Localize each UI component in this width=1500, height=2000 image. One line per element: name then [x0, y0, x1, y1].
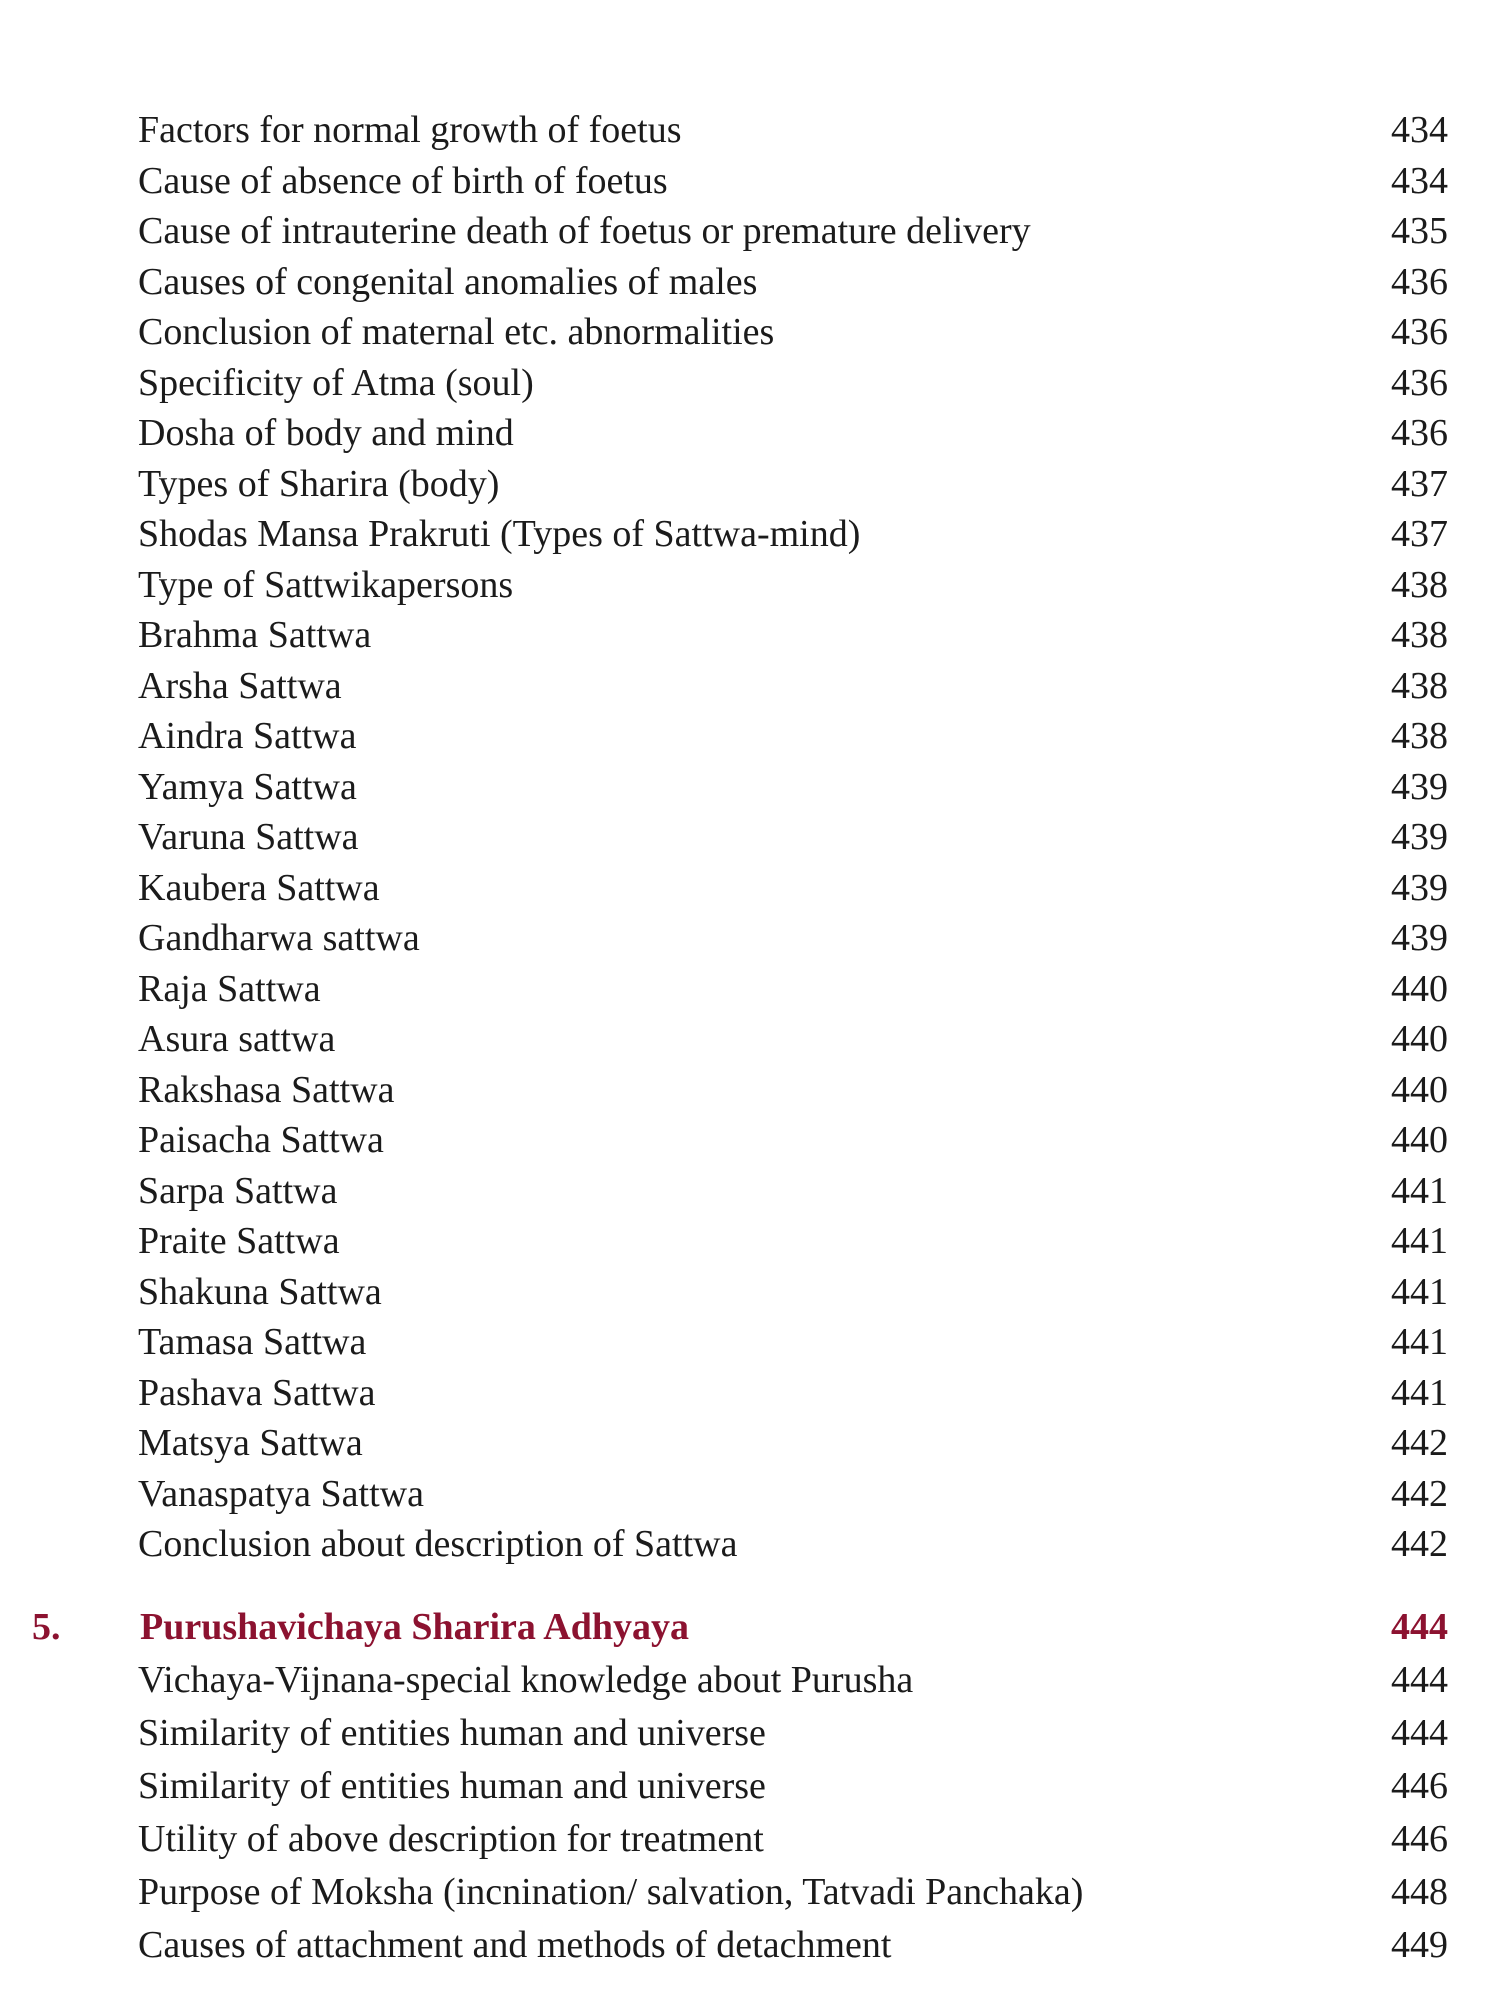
toc-entry-title: Types of Sharira (body) — [138, 462, 500, 505]
toc-entry-title: Shodas Mansa Prakruti (Types of Sattwa-mind) — [138, 513, 861, 555]
toc-entry-title: Type of Sattwikapersons — [138, 563, 514, 606]
toc-entry-title: Specificity of Atma (soul) — [138, 361, 534, 404]
chapter-number: 5. — [32, 1606, 61, 1648]
toc-entry-page: 442 — [1391, 1472, 1448, 1515]
toc-entry — [0, 1920, 1500, 1970]
toc-entry-page: 439 — [1391, 816, 1448, 858]
toc-entry-title: Similarity of entities human and universe — [138, 1712, 766, 1754]
toc-entry-title: Causes of congenital anomalies of males — [138, 260, 758, 303]
toc-entry-title: Pashava Sattwa — [138, 1371, 376, 1414]
toc-entry-title: Conclusion of maternal etc. abnormalities — [138, 311, 775, 353]
toc-entry-title: Varuna Sattwa — [138, 816, 359, 858]
toc-entry-title: Aindra Sattwa — [138, 715, 357, 757]
toc-entry-title: Factors for normal growth of foetus — [138, 109, 682, 151]
toc-entry-page: 438 — [1391, 664, 1448, 707]
toc-entry-page: 437 — [1391, 462, 1448, 505]
toc-entry — [0, 1014, 1500, 1064]
toc-entry-page: 440 — [1391, 1119, 1448, 1161]
toc-entry — [0, 358, 1500, 408]
toc-entry-page: 444 — [1391, 1659, 1448, 1701]
toc-entry — [0, 560, 1500, 610]
toc-entry-page: 440 — [1391, 1068, 1448, 1111]
toc-entry-title: Causes of attachment and methods of detachment — [138, 1924, 892, 1966]
toc-entry — [0, 1655, 1500, 1705]
toc-entry-page: 435 — [1391, 210, 1448, 252]
toc-entry-page: 440 — [1391, 1018, 1448, 1060]
toc-entry-title: Conclusion about description of Sattwa — [138, 1523, 738, 1565]
toc-entry-page: 438 — [1391, 563, 1448, 606]
toc-entry — [0, 459, 1500, 509]
toc-entry-title: Gandharwa sattwa — [138, 917, 420, 959]
toc-entry — [0, 1519, 1500, 1569]
toc-entry-page: 436 — [1391, 412, 1448, 454]
toc-entry — [0, 206, 1500, 256]
toc-entry-page: 446 — [1391, 1765, 1448, 1807]
toc-entry — [0, 913, 1500, 963]
toc-entry — [0, 1814, 1500, 1864]
toc-entry — [0, 1469, 1500, 1519]
toc-entry-title: Yamya Sattwa — [138, 765, 357, 808]
toc-entry-title: Similarity of entities human and universe — [138, 1765, 766, 1807]
toc-entry — [0, 1065, 1500, 1115]
toc-entry-title: Asura sattwa — [138, 1018, 336, 1060]
toc-entry — [0, 1216, 1500, 1266]
toc-entry-page: 441 — [1391, 1270, 1448, 1313]
toc-entry-page: 441 — [1391, 1169, 1448, 1212]
toc-entry — [0, 1115, 1500, 1165]
toc-entry — [0, 1761, 1500, 1811]
toc-entry-page: 437 — [1391, 513, 1448, 555]
toc-entry-page: 442 — [1391, 1422, 1448, 1464]
toc-entry-title: Vanaspatya Sattwa — [138, 1472, 424, 1515]
toc-entry-title: Vichaya-Vijnana-special knowledge about Purusha — [138, 1659, 914, 1701]
toc-entry-title: Rakshasa Sattwa — [138, 1068, 395, 1111]
toc-entry-title: Paisacha Sattwa — [138, 1119, 384, 1161]
toc-entry-page: 434 — [1391, 109, 1448, 151]
toc-entry-page: 434 — [1391, 159, 1448, 202]
toc-entry-title: Brahma Sattwa — [138, 614, 372, 656]
toc-entry-page: 436 — [1391, 260, 1448, 303]
chapter-page: 444 — [1391, 1606, 1448, 1648]
toc-entry — [0, 1267, 1500, 1317]
toc-entry-page: 436 — [1391, 311, 1448, 353]
toc-entry — [0, 863, 1500, 913]
toc-entry — [0, 1368, 1500, 1418]
toc-entry-title: Tamasa Sattwa — [138, 1321, 367, 1363]
toc-entry — [0, 307, 1500, 357]
toc-entry-title: Arsha Sattwa — [138, 664, 342, 707]
toc-entry-page: 449 — [1391, 1924, 1448, 1966]
toc-entry-page: 442 — [1391, 1523, 1448, 1565]
toc-entry — [0, 1166, 1500, 1216]
toc-entry-page: 440 — [1391, 967, 1448, 1010]
toc-entry-title: Purpose of Moksha (incnination/ salvation, Tatvadi Panchaka) — [138, 1871, 1084, 1913]
toc-entry-title: Sarpa Sattwa — [138, 1169, 338, 1212]
toc-entry-page: 438 — [1391, 614, 1448, 656]
toc-entry — [0, 711, 1500, 761]
toc-entry-title: Shakuna Sattwa — [138, 1270, 382, 1313]
toc-entry-page: 446 — [1391, 1818, 1448, 1860]
toc-entry — [0, 257, 1500, 307]
toc-entry-page: 439 — [1391, 866, 1448, 909]
toc-entry — [0, 1867, 1500, 1917]
chapter-heading — [0, 1602, 1500, 1652]
toc-entry-page: 441 — [1391, 1371, 1448, 1414]
chapter-title: Purushavichaya Sharira Adhyaya — [140, 1606, 689, 1648]
toc-entry-page: 441 — [1391, 1220, 1448, 1262]
toc-entry — [0, 964, 1500, 1014]
toc-entry-page: 444 — [1391, 1712, 1448, 1754]
toc-entry — [0, 812, 1500, 862]
toc-entry — [0, 1418, 1500, 1468]
toc-entry-title: Dosha of body and mind — [138, 412, 514, 454]
toc-entry-title: Kaubera Sattwa — [138, 866, 380, 909]
toc-entry-page: 439 — [1391, 765, 1448, 808]
toc-entry-title: Utility of above description for treatment — [138, 1818, 764, 1860]
toc-entry-title: Matsya Sattwa — [138, 1422, 363, 1464]
toc-entry — [0, 156, 1500, 206]
toc-entry-page: 438 — [1391, 715, 1448, 757]
toc-entry-page: 439 — [1391, 917, 1448, 959]
toc-entry-title: Raja Sattwa — [138, 967, 321, 1010]
toc-entry — [0, 105, 1500, 155]
toc-entry-page: 448 — [1391, 1871, 1448, 1913]
toc-entry — [0, 1317, 1500, 1367]
toc-entry-title: Cause of intrauterine death of foetus or premature delivery — [138, 210, 1031, 252]
toc-entry-page: 436 — [1391, 361, 1448, 404]
toc-entry — [0, 408, 1500, 458]
toc-entry — [0, 1708, 1500, 1758]
toc-entry — [0, 762, 1500, 812]
toc-entry — [0, 509, 1500, 559]
toc-entry — [0, 610, 1500, 660]
toc-entry-title: Praite Sattwa — [138, 1220, 340, 1262]
toc-entry-title: Cause of absence of birth of foetus — [138, 159, 668, 202]
toc-entry — [0, 661, 1500, 711]
toc-entry-page: 441 — [1391, 1321, 1448, 1363]
